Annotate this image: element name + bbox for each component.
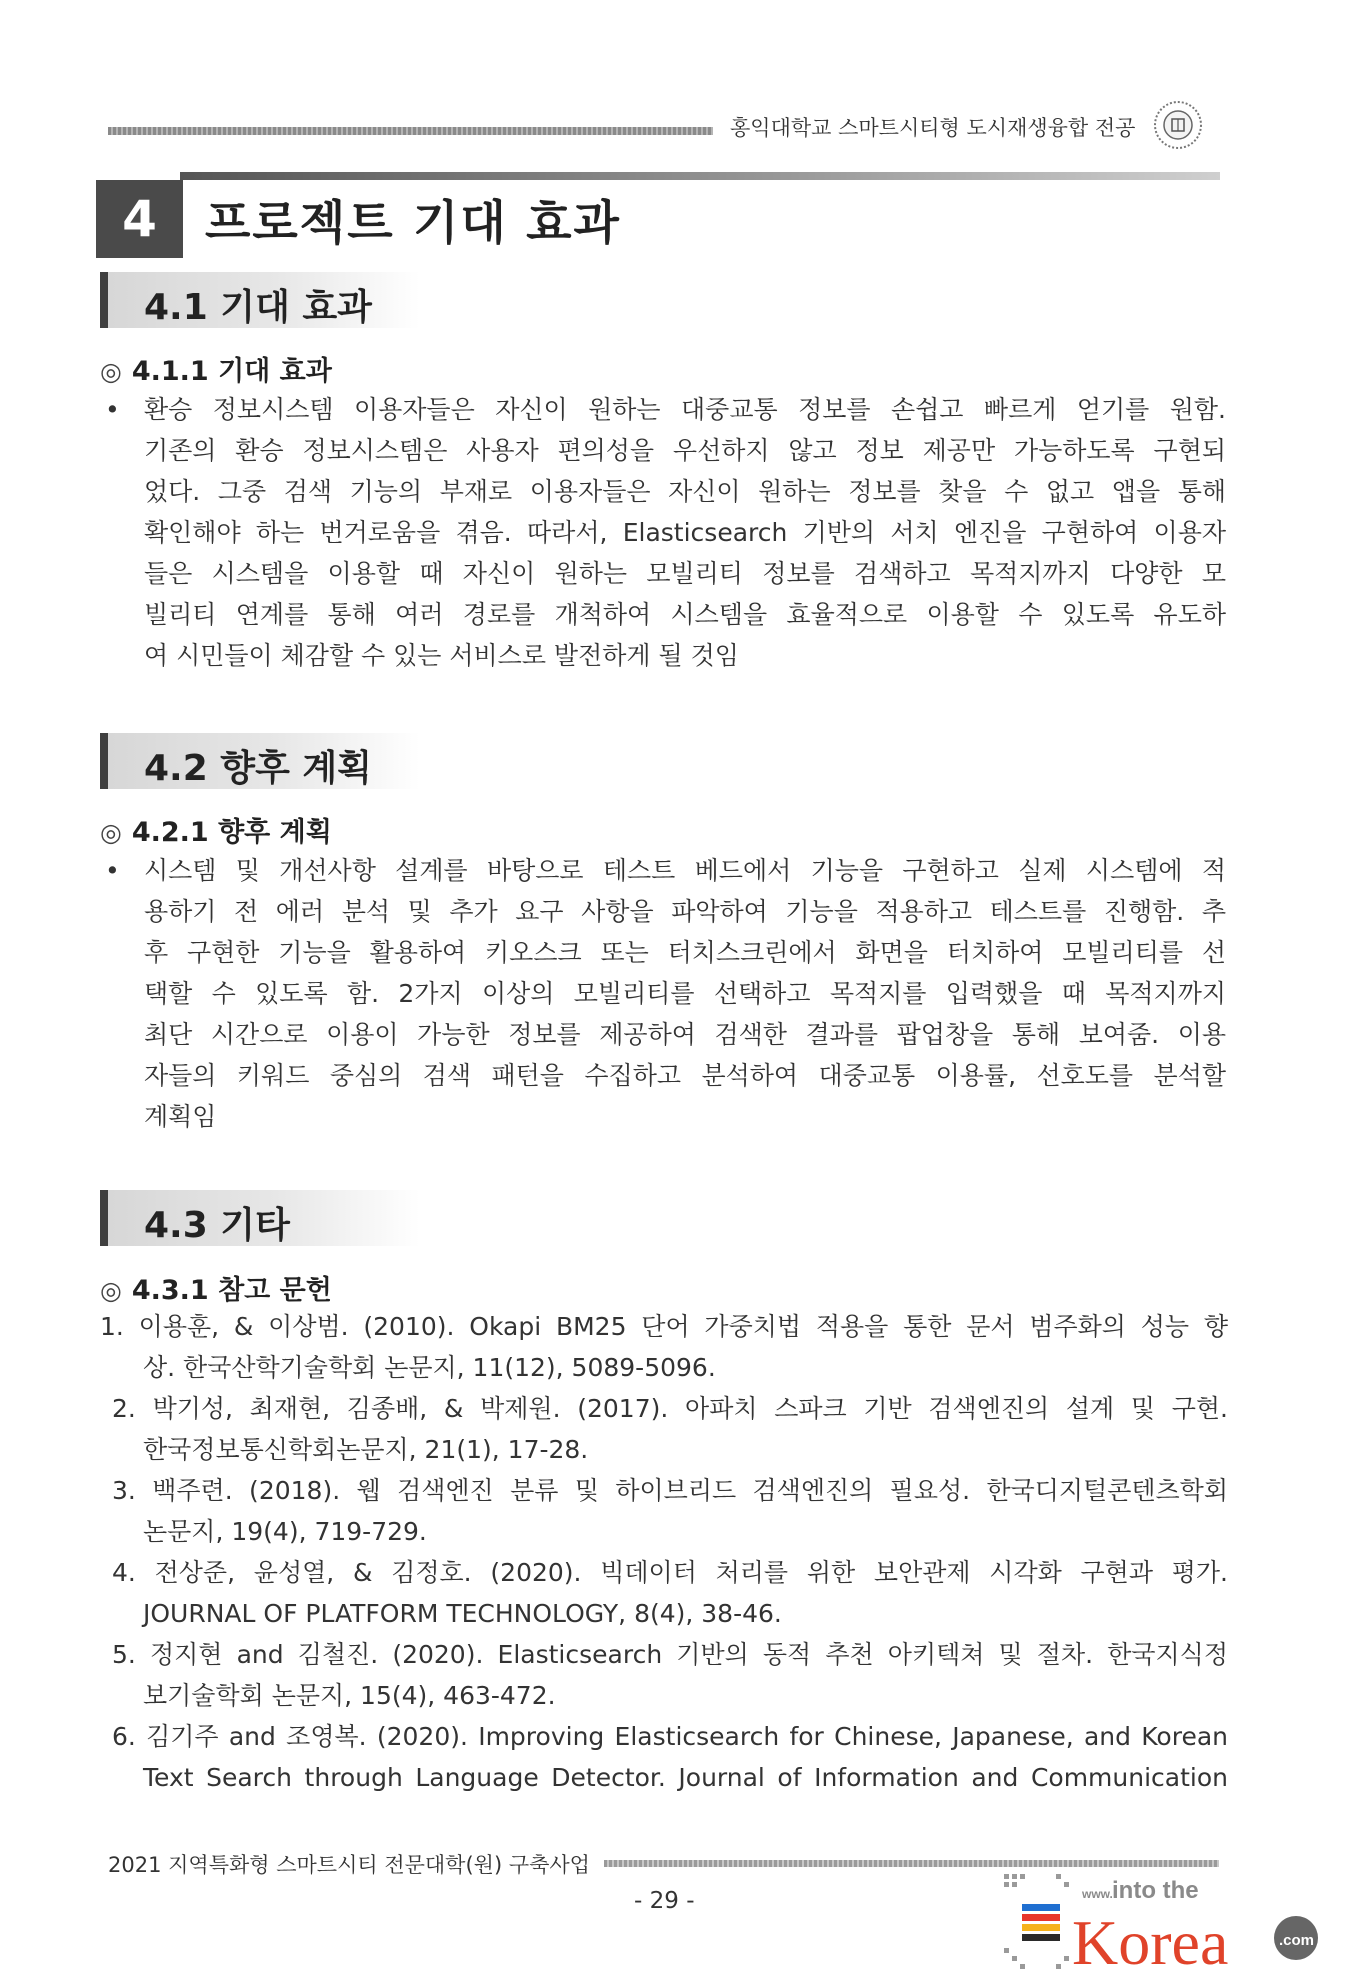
watermark-korea: Korea [1072,1907,1229,1976]
paragraph-line: 기존의 환승 정보시스템은 사용자 편의성을 우선하지 않고 정보 제공만 가능하도록 구현되 [144,436,1226,465]
chapter-title: 프로젝트 기대 효과 [205,196,621,251]
reference-line: 2. 박기성, 최재현, 김종배, & 박제원. (2017). 아파치 스파크 기반 검색엔진의 설계 및 구현. [112,1394,1228,1423]
footer-text: 2021 지역특화형 스마트시티 전문대학(원) 구축사업 [108,1853,590,1877]
subsection-heading-4-1-1 [100,349,332,388]
reference-line: 4. 전상준, 윤성열, & 김정호. (2020). 빅데이터 처리를 위한 보안관제 시각화 구현과 평가. [112,1558,1228,1587]
footer-rule [604,1860,1219,1867]
page-number: - 29 - [634,1888,695,1914]
reference-line: 상. 한국산학기술학회 논문지, 11(12), 5089-5096. [143,1353,716,1382]
paragraph-line: 후 구현한 기능을 활용하여 키오스크 또는 터치스크린에서 화면을 터치하여 모빌리티를 선 [144,938,1226,967]
subsection-title: 4.2.1 향후 계획 [131,817,332,848]
double-circle-icon: ◎ [100,357,122,386]
paragraph-line: 여 시민들이 체감할 수 있는 서비스로 발전하게 될 것임 [144,641,739,670]
section-bar [100,1190,108,1246]
subsection-heading-4-3-1 [100,1268,332,1307]
reference-line: 5. 정지현 and 김철진. (2020). Elasticsearch 기반의 동적 추천 아키텍쳐 및 절차. 한국지식정 [112,1640,1228,1669]
bullet-icon: • [105,395,120,424]
university-seal-icon [1153,100,1203,150]
section-title: 4.3 기타 [144,1205,290,1246]
watermark-into-the: into the [1112,1877,1199,1904]
reference-line: 보기술학회 논문지, 15(4), 463-472. [143,1681,556,1710]
paragraph-line: 최단 시간으로 이용이 가능한 정보를 제공하여 검색한 결과를 팝업창을 통해 보여줌. 이용 [144,1020,1226,1049]
subsection-title: 4.3.1 참고 문헌 [131,1275,332,1306]
section-title: 4.1 기대 효과 [144,287,372,328]
reference-line: 논문지, 19(4), 719-729. [143,1517,427,1546]
subsection-heading-4-2-1 [100,810,332,849]
paragraph-line: 환승 정보시스템 이용자들은 자신이 원하는 대중교통 정보를 손쉽고 빠르게 얻기를 원함. [144,395,1226,424]
paragraph-line: 자들의 키워드 중심의 검색 패턴을 수집하고 분석하여 대중교통 이용률, 선호도를 분석할 [144,1061,1226,1090]
reference-line: 6. 김기주 and 조영복. (2020). Improving Elasticsearch for Chinese, Japanese, and Korean [112,1722,1228,1751]
paragraph-line: 들은 시스템을 이용할 때 자신이 원하는 모빌리티 정보를 검색하고 목적지까지 다양한 모 [144,559,1226,588]
header-title: 홍익대학교 스마트시티형 도시재생융합 전공 [730,116,1136,140]
bullet-icon: • [105,856,120,885]
reference-item [112,1716,1228,1798]
reference-item [112,1388,1228,1470]
reference-line: 3. 백주련. (2018). 웹 검색엔진 분류 및 하이브리드 검색엔진의 필요성. 한국디지털콘텐츠학회 [112,1476,1228,1505]
reference-item [112,1634,1228,1716]
chapter-number: 4 [96,180,183,258]
paragraph-expected-effects [105,389,1226,676]
reference-line: 1. 이용훈, & 이상범. (2010). Okapi BM25 단어 가중치법 적용을 통한 문서 범주화의 성능 향 [100,1312,1228,1341]
paragraph-line: 택할 수 있도록 함. 2가지 이상의 모빌리티를 선택하고 목적지를 입력했을 때 목적지까지 [144,979,1226,1008]
section-bar [100,733,108,789]
watermark-www: www. [1082,1887,1113,1901]
reference-item [100,1306,1228,1388]
paragraph-line: 용하기 전 에러 분석 및 추가 요구 사항을 파악하여 기능을 적용하고 테스트를 진행함. 추 [144,897,1226,926]
header-rule [108,127,713,135]
watermark-com: .com [1279,1932,1315,1949]
section-bar [100,272,108,328]
paragraph-line: 확인해야 하는 번거로움을 겪음. 따라서, Elasticsearch 기반의 서치 엔진을 구현하여 이용자 [144,518,1226,547]
paragraph-line: 었다. 그중 검색 기능의 부재로 이용자들은 자신이 원하는 정보를 찾을 수 없고 앱을 통해 [144,477,1226,506]
double-circle-icon: ◎ [100,818,122,847]
reference-line: 한국정보통신학회논문지, 21(1), 17-28. [143,1435,589,1464]
paragraph-line: 계획임 [144,1102,217,1131]
reference-item [112,1470,1228,1552]
section-title: 4.2 향후 계획 [144,748,372,789]
reference-item [112,1552,1228,1634]
section-heading-4-2 [100,733,420,789]
paragraph-future-plans [105,850,1226,1137]
reference-line: Text Search through Language Detector. Journal of Information and Communication [143,1763,1228,1792]
subsection-title: 4.1.1 기대 효과 [131,356,332,387]
paragraph-line: 빌리티 연계를 통해 여러 경로를 개척하여 시스템을 효율적으로 이용할 수 있도록 유도하 [144,600,1226,629]
section-heading-4-1 [100,272,420,328]
chapter-rule [180,172,1220,180]
reference-line: JOURNAL OF PLATFORM TECHNOLOGY, 8(4), 38-46. [143,1599,782,1628]
section-heading-4-3 [100,1190,420,1246]
intothekorea-logo-icon [1000,1868,1320,1976]
paragraph-line: 시스템 및 개선사항 설계를 바탕으로 테스트 베드에서 기능을 구현하고 실제 시스템에 적 [144,856,1226,885]
double-circle-icon: ◎ [100,1276,122,1305]
